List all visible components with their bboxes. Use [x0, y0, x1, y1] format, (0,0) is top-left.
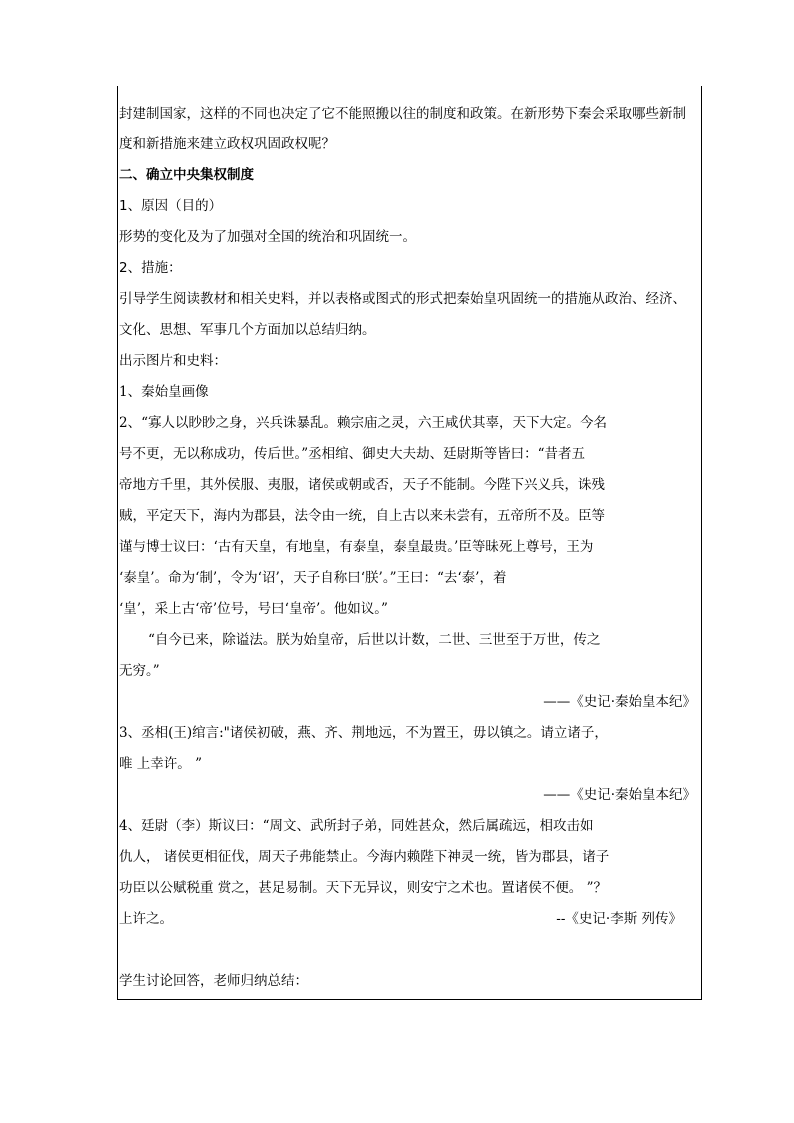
material-item-2-line: 号不更，无以称成功，传后世。”丞相绾、御史大夫劫、廷尉斯等皆曰：“昔者五: [119, 446, 586, 462]
material-item-4-line: 仇人， 诸侯更相征伐，周天子弗能禁止。今海内赖陛下神灵一统，皆为郡县，诸子: [119, 849, 610, 865]
section-heading: 二、确立中央集权制度: [119, 167, 254, 183]
show-label: 出示图片和史料：: [119, 353, 227, 369]
material-item-2b-line-2: 无穷。”: [119, 663, 160, 679]
material-item-4-line: 功臣以公赋税重 赏之，甚足易制。天下无异议，则安宁之术也。置诸侯不便。 ”？: [119, 880, 607, 896]
material-item-2-line: 贼，平定天下，海内为郡县，法令由一统，自上古以来未尝有，五帝所不及。臣等: [119, 508, 605, 524]
reason-text: 形势的变化及为了加强对全国的统治和巩固统一。: [119, 229, 416, 245]
source-citation-2: ——《史记·秦始皇本纪》: [543, 787, 696, 803]
material-item-4-last: 上许之。: [119, 911, 173, 927]
material-item-2-line: ‘皇’，采上古‘帝’位号，号曰‘皇帝’。他如议。”: [119, 601, 388, 617]
intro-line-2: 度和新措施来建立政权巩固政权呢？: [119, 136, 335, 152]
material-item-2-line: 2、“寡人以眇眇之身，兴兵诛暴乱。赖宗庙之灵，六王咸伏其辜，天下大定。今名: [119, 415, 607, 431]
material-item-2b-line-1: “自今已来，除谥法。朕为始皇帝，后世以计数，二世、三世至于万世，传之: [148, 632, 601, 648]
material-item-4-line: 4、廷尉（李）斯议曰：“周文、武所封子弟，同姓甚众，然后属疏远，相攻击如: [119, 818, 594, 834]
material-item-2-line: ‘泰皇’。命为‘制’，令为‘诏’，天子自称曰‘朕’。”王曰：“去‘泰’，着: [119, 570, 507, 586]
source-citation-3: --《史记·李斯 列传》: [556, 911, 682, 927]
material-item-2-line: 谨与博士议曰：‘古有天皇，有地皇，有泰皇，泰皇最贵。’臣等昧死上尊号，王为: [119, 539, 594, 555]
material-item-1: 1、秦始皇画像: [119, 384, 209, 400]
intro-line-1: 封建制国家，这样的不同也决定了它不能照搬以往的制度和政策。在新形势下秦会采取哪些新制: [119, 106, 686, 122]
material-item-3-line-1: 3、丞相(王)绾言:"诸侯初破，燕、齐、荆地远，不为置王，毋以镇之。请立诸子，: [119, 725, 608, 741]
material-item-2-line: 帝地方千里，其外侯服、夷服，诸侯或朝或否，天子不能制。今陛下兴义兵，诛残: [119, 477, 605, 493]
measures-line-2: 文化、思想、军事几个方面加以总结归纳。: [119, 322, 376, 338]
measures-line-1: 引导学生阅读教材和相关史料，并以表格或图式的形式把秦始皇巩固统一的措施从政治、经济、: [119, 291, 686, 307]
measures-label: 2、措施：: [119, 260, 182, 276]
source-citation-1: ——《史记·秦始皇本纪》: [543, 694, 696, 710]
reason-label: 1、原因（目的）: [119, 198, 223, 214]
discussion-text: 学生讨论回答，老师归纳总结：: [119, 973, 308, 989]
material-item-3-line-2: 唯 上幸许。 ”: [119, 756, 202, 772]
